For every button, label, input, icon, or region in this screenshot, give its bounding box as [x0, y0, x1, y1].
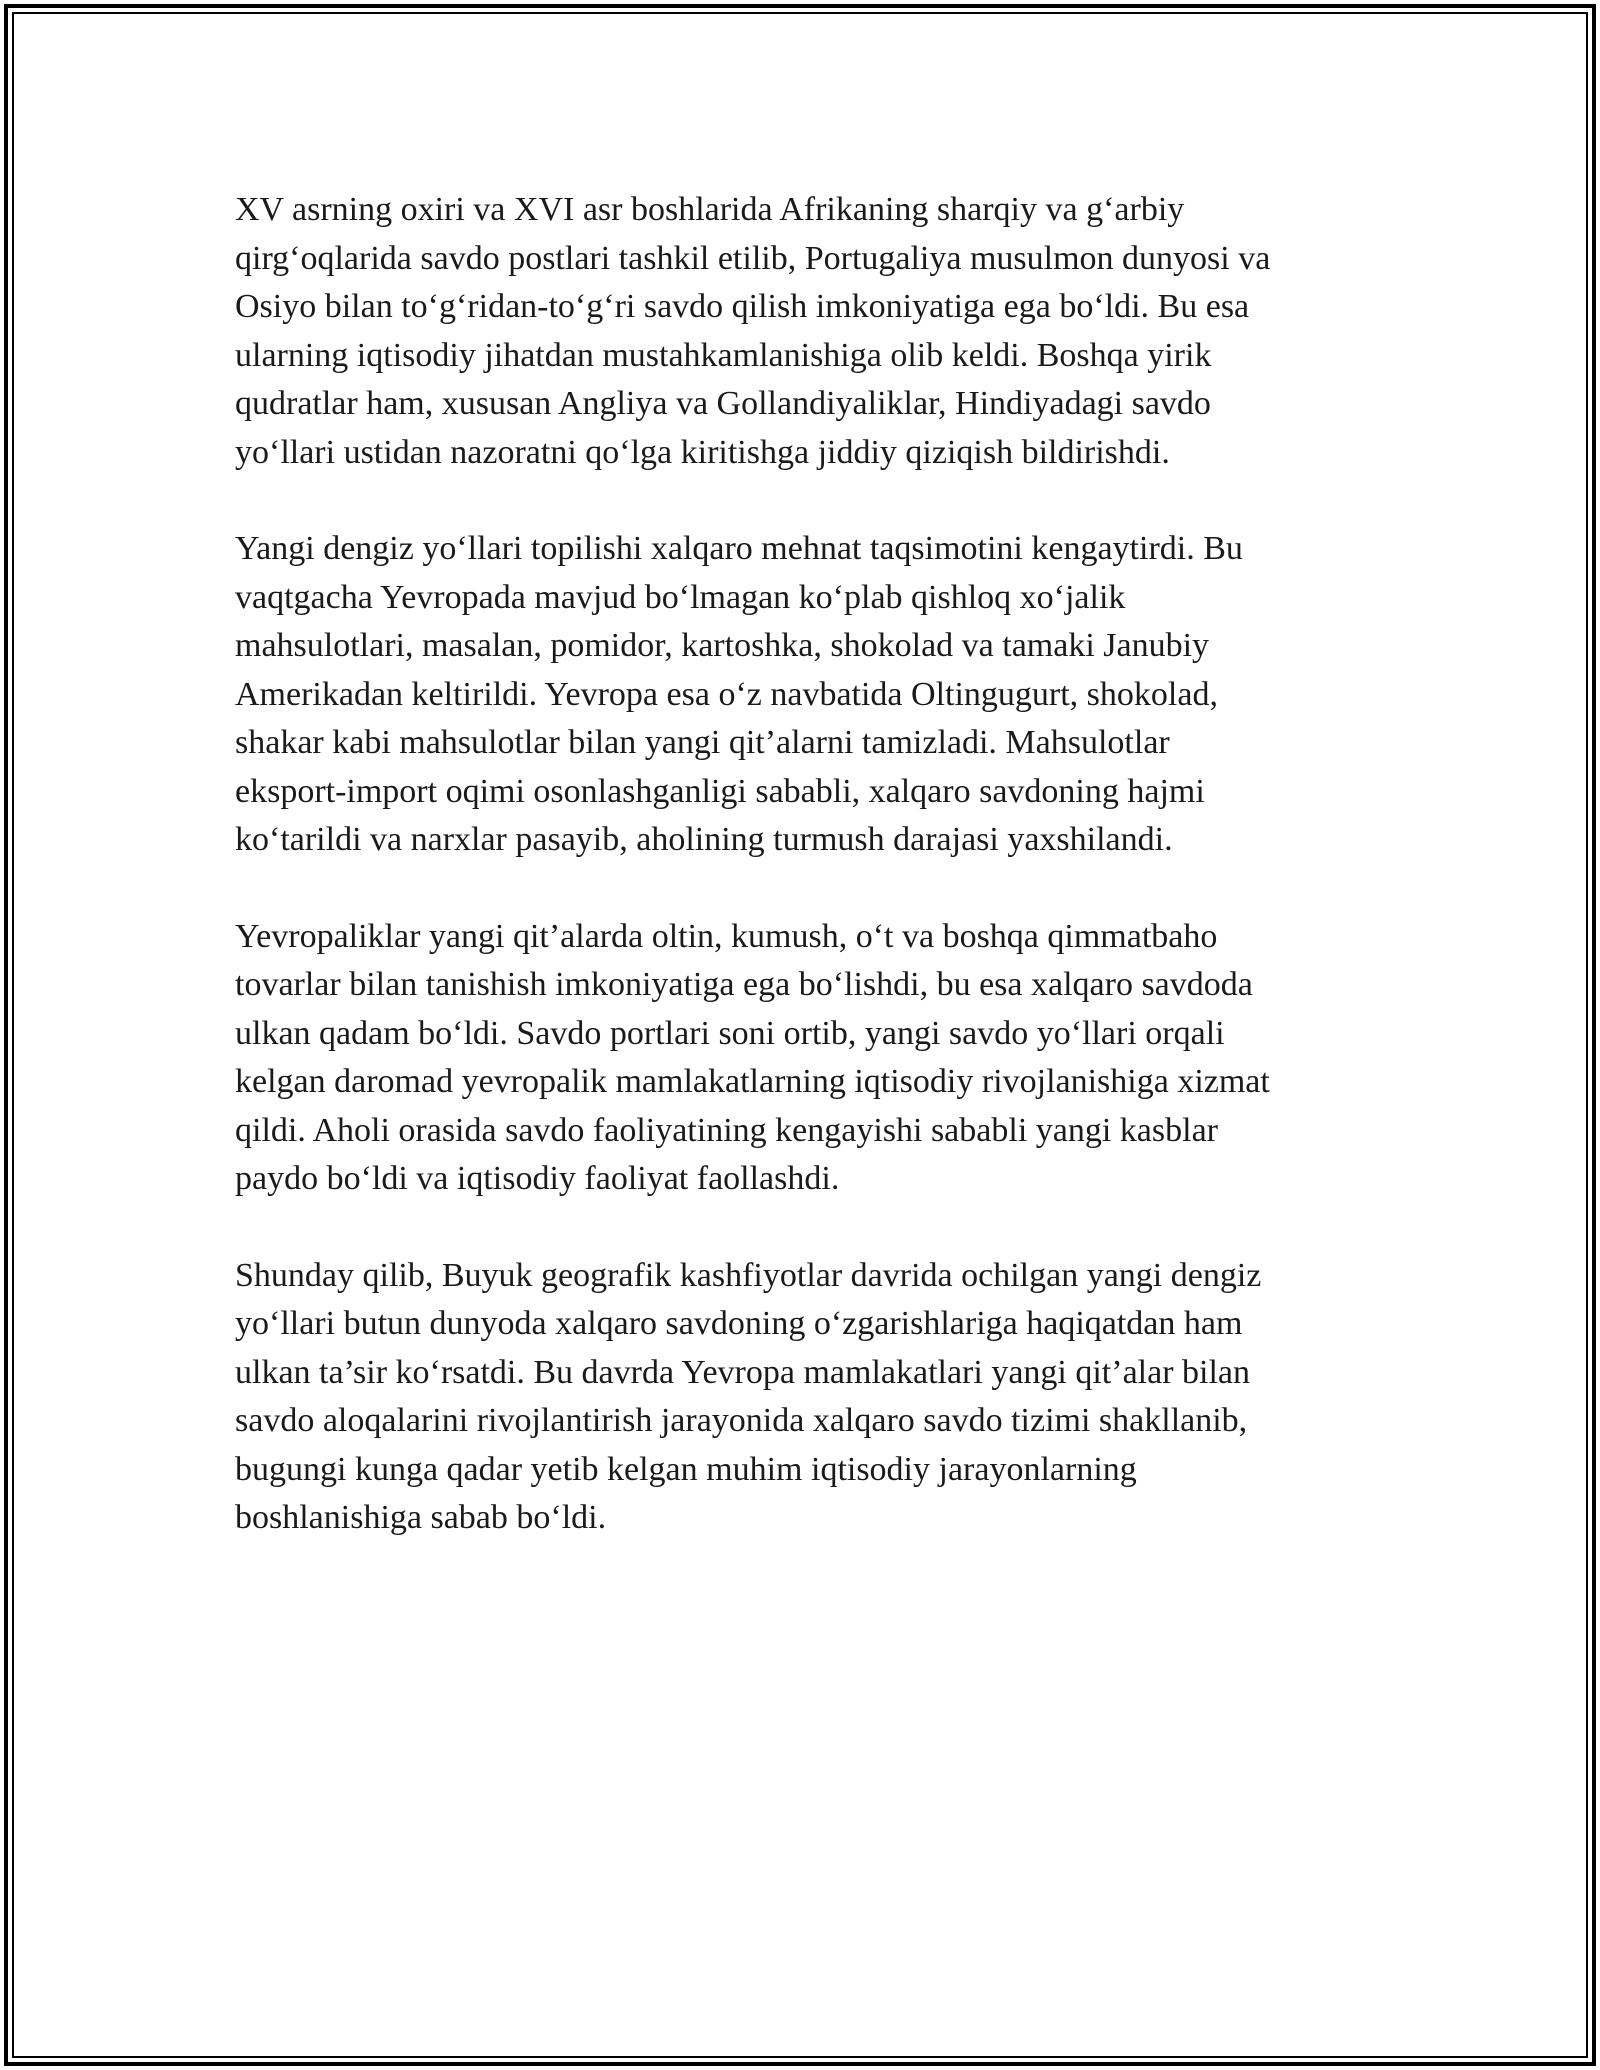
paragraph-2: Yangi dengiz yo‘llari topilishi xalqaro mehnat taqsimotini kengaytirdi. Bu vaqtgacha Yevropada mavjud bo‘lmagan ko‘plab qishloq xo‘jalik mahsulotlari, masalan, pomidor, kartoshka, shokolad va tamaki Janubiy Amerikadan keltirildi. Yevropa esa o‘z navbatida Oltingugurt, shokolad, shakar kabi mahsulotlar bilan yangi qit’alarni tamizladi. Mahsulotlar eksport-import oqimi osonlashganligi sababli, xalqaro savdoning hajmi ko‘tarildi va narxlar pasayib, aholining turmush darajasi yaxshilandi.: [235, 530, 1243, 858]
paragraph-1: XV asrning oxiri va XVI asr boshlarida Afrikaning sharqiy va g‘arbiy qirg‘oqlarida savdo postlari tashkil etilib, Portugaliya musulmon dunyosi va Osiyo bilan to‘g‘ridan-to‘g‘ri savdo qilish imkoniyatiga ega bo‘ldi. Bu esa ularning iqtisodiy jihatdan mustahkamlanishiga olib keldi. Boshqa yirik qudratlar ham, xususan Angliya va Gollandiyaliklar, Hindiyadagi savdo yo‘llari ustidan nazoratni qo‘lga kiritishga jiddiy qiziqish bildirishdi.: [235, 191, 1271, 471]
document-body: [235, 186, 1375, 1591]
paragraph-3: Yevropaliklar yangi qit’alarda oltin, kumush, o‘t va boshqa qimmatbaho tovarlar bilan tanishish imkoniyatiga ega bo‘lishdi, bu esa xalqaro savdoda ulkan qadam bo‘ldi. Savdo portlari soni ortib, yangi savdo yo‘llari orqali kelgan daromad yevropalik mamlakatlarning iqtisodiy rivojlanishiga xizmat qildi. Aholi orasida savdo faoliyatining kengayishi sababli yangi kasblar paydo bo‘ldi va iqtisodiy faoliyat faollashdi.: [235, 917, 1270, 1197]
paragraph-4: Shunday qilib, Buyuk geografik kashfiyotlar davrida ochilgan yangi dengiz yo‘llari butun dunyoda xalqaro savdoning o‘zgarishlariga haqiqatdan ham ulkan ta’sir ko‘rsatdi. Bu davrda Yevropa mamlakatlari yangi qit’alar bilan savdo aloqalarini rivojlantirish jarayonida xalqaro savdo tizimi shakllanib, bugungi kunga qadar yetib kelgan muhim iqtisodiy jarayonlarning boshlanishiga sabab bo‘ldi.: [235, 1256, 1262, 1536]
